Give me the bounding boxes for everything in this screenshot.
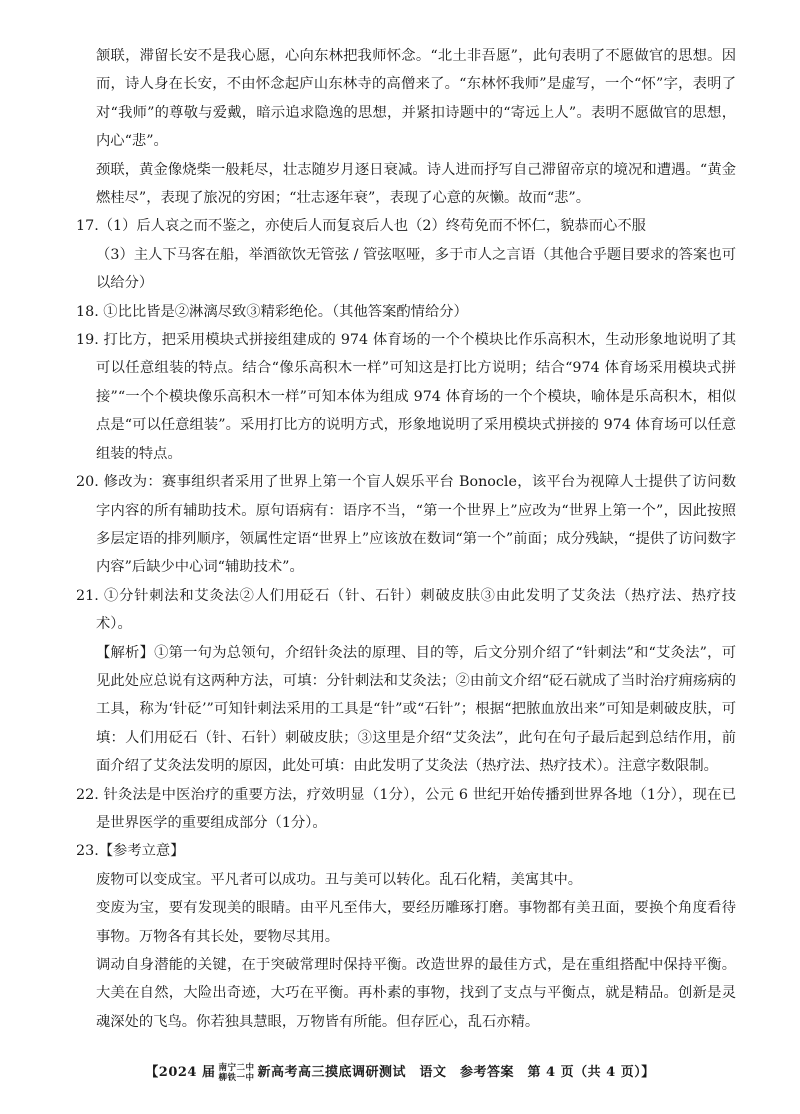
- answer-17-part3: （3）主人下马客在船，举酒欲饮无管弦 / 管弦呕哑，多于市人之言语（其他合乎题目要求的答案也可以给分）: [96, 246, 736, 292]
- footer-suffix: 新高考高三摸底调研测试 语文 参考答案 第 4 页（共 4 页）】: [257, 1065, 655, 1080]
- answer-23-heading: 23.【参考立意】: [76, 843, 185, 860]
- answer-23-line3: 调动自身潜能的关键，在于突破常理时保持平衡。改造世界的最佳方式，是在重组搭配中保持平衡。大美在自然，大险出奇迹，大巧在平衡。再朴素的事物，找到了支点与平衡点，就是精品。创新是灵魂深处的飞鸟。你若独具慧眼，万物皆有所能。但存匠心，乱石亦精。: [96, 957, 736, 1030]
- answer-21-analysis: 【解析】①第一句为总领句，介绍针灸法的原理、目的等，后文分别介绍了“针刺法”和“艾灸法”，可见此处应总说有这两种方法，可填：分针刺法和艾灸法；②由前文介绍“砭石就成了当时治疗痈疡病的工具，称为‘针砭’”可知针刺法采用的工具是“针”或“石针”；根据“把脓血放出来”可知是刺破皮肤，可填：人们用砭石（针、石针）刺破皮肤；③这里是介绍“艾灸法”，此句在句子最后起到总结作用，前面介绍了艾灸法发明的原因，此处可填：由此发明了艾灸法（热疗法、热疗技术）。注意字数限制。: [96, 644, 736, 775]
- footer-school-1: 南宁二中: [218, 1062, 255, 1073]
- answer-19: 19. 打比方，把采用模块式拼接组建成的 974 体育场的一个个模块比作乐高积木，生动形象地说明了其可以任意组装的特点。结合“像乐高积木一样”可知这是打比方说明；结合“974 体育场采用模块式拼接”“一个个模块像乐高积木一样”可知本体为组成 974 体育场的一个个模块，喻体是乐高积木，相似点是“可以任意组装”。采用打比方的说明方式，形象地说明了采用模块式拼接的 974 体育场可以任意组装的特点。: [76, 332, 736, 462]
- paragraph-jinglian: 颔联，滞留长安不是我心愿，心向东林把我师怀念。“北土非吾愿”，此句表明了不愿做官的思想。因而，诗人身在长安，不由怀念起庐山东林寺的高僧来了。“东林怀我师”是虚写，一个“怀”字，表明了对“我师”的尊敬与爱戴，暗示追求隐逸的思想，并紧扣诗题中的“寄远上人”。表明不愿做官的思想，内心“悲”。: [96, 48, 736, 150]
- footer-school-2: 柳铁一中: [218, 1072, 255, 1083]
- answer-18: 18. ①比比皆是②淋漓尽致③精彩绝伦。（其他答案酌情给分）: [76, 303, 468, 320]
- answer-23-line2: 变废为宝，要有发现美的眼睛。由平凡至伟大，要经历雕琢打磨。事物都有美丑面，要换个角度看待事物。万物各有其长处，要物尽其用。: [96, 900, 736, 945]
- paragraph-jinglian-2: 颈联，黄金像烧柴一般耗尽，壮志随岁月逐日衰减。诗人进而抒写自己滞留帝京的境况和遭遇。“黄金燃桂尽”，表现了旅况的穷困；“壮志逐年衰”，表现了心意的灰懒。故而“悲”。: [96, 161, 736, 207]
- page-footer: [0, 1058, 800, 1088]
- answer-22: 22. 针灸法是中医治疗的重要方法，疗效明显（1分），公元 6 世纪开始传播到世界各地（1分），现在已是世界医学的重要组成部分（1分）。: [76, 786, 736, 831]
- answer-21: 21. ①分针刺法和艾灸法②人们用砭石（针、石针）刺破皮肤③由此发明了艾灸法（热疗法、热疗技术）。: [76, 587, 736, 633]
- answer-20: 20. 修改为：赛事组织者采用了世界上第一个盲人娱乐平台 Bonocle，该平台为视障人士提供了访问数字内容的所有辅助技术。原句语病有：语序不当，“第一个世界上”应改为“世界上第一个”，因此按照多层定语的排列顺序，领属性定语“世界上”应该放在数词“第一个”前面；成分残缺，“提供了访问数字内容”后缺少中心词“辅助技术”。: [76, 474, 736, 576]
- footer-schools: [219, 1063, 255, 1083]
- footer-prefix: 【2024 届: [145, 1065, 216, 1080]
- answer-23-line1: 废物可以变成宝。平凡者可以成功。丑与美可以转化。乱石化精，美寓其中。: [96, 871, 583, 888]
- answer-17: 17.（1）后人哀之而不鉴之，亦使后人而复哀后人也（2）终苟免而不怀仁，貌恭而心不服: [76, 218, 646, 235]
- answer-content: [76, 42, 736, 1036]
